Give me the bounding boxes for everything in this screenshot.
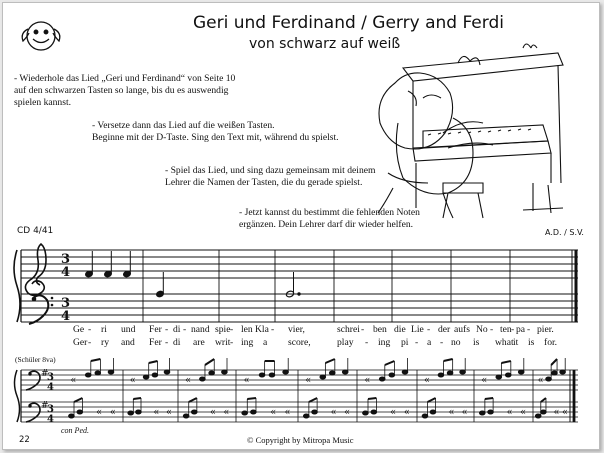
note-head: [85, 373, 91, 377]
lyric-syllable: di: [173, 337, 181, 348]
note-head: [438, 373, 444, 377]
note-head: [209, 371, 215, 375]
rest-symbol: «: [537, 375, 544, 386]
note-head: [283, 370, 289, 374]
rest-symbol: «: [209, 407, 217, 418]
note-head: [402, 370, 408, 374]
lyric-syllable: for.: [544, 337, 558, 348]
note-beam: [444, 359, 453, 361]
rest-symbol: «: [390, 407, 397, 418]
note-head: [312, 410, 318, 414]
lyric-syllable: und: [121, 324, 136, 335]
note-beam: [501, 361, 510, 363]
lyric-syllable: -: [527, 324, 531, 335]
lyric-syllable: what: [495, 337, 514, 348]
lyric-syllable: -: [88, 337, 92, 348]
rest-symbol: «: [223, 407, 230, 418]
rest-symbol: «: [553, 407, 560, 418]
rest-symbol: «: [305, 375, 312, 386]
svg-text:3: 3: [47, 404, 54, 415]
note-beam: [541, 398, 546, 402]
svg-text:#: #: [41, 369, 49, 379]
note-head: [259, 373, 265, 377]
lyric-syllable: writ: [215, 337, 231, 348]
lyric-syllable: -: [165, 324, 169, 335]
instruction-line: ergänzen. Dein Lehrer darf dir wieder helfen.: [239, 219, 414, 230]
note-head: [269, 373, 275, 377]
rest-symbol: «: [461, 407, 468, 418]
note-head: [389, 373, 395, 377]
rest-symbol: «: [184, 375, 192, 386]
svg-text:3: 3: [61, 296, 71, 311]
note-beam: [485, 398, 493, 399]
instruction-1: [14, 73, 235, 109]
lyric-syllable: ing: [378, 337, 391, 348]
lyric-syllable: are: [193, 337, 205, 348]
note-head: [222, 370, 228, 374]
note-beam: [428, 398, 436, 402]
rest-symbol: «: [423, 375, 430, 386]
lyric-syllable: ten: [500, 324, 512, 335]
note-head: [479, 411, 485, 415]
lyric-syllable: a: [263, 337, 268, 348]
rest-symbol: «: [165, 407, 173, 418]
note-head: [143, 375, 149, 379]
note-head: [430, 410, 436, 414]
lyric-syllable: -: [165, 337, 169, 348]
note-head: [200, 377, 206, 381]
note-beam: [91, 359, 101, 361]
rest-symbol: «: [243, 375, 250, 386]
lyric-syllable: -: [361, 324, 365, 335]
track-label: CD 4/41: [17, 226, 54, 236]
page-subtitle: von schwarz auf weiß: [249, 36, 401, 52]
lyric-syllable: der: [438, 324, 451, 335]
note-head: [541, 410, 547, 414]
lyric-syllable: -: [440, 337, 444, 348]
pedal-marking: con Ped.: [61, 426, 89, 435]
svg-text:#: #: [41, 401, 49, 411]
page-number: 22: [19, 435, 30, 445]
note-head: [128, 411, 134, 415]
rest-symbol: «: [403, 407, 410, 418]
lyric-syllable: it: [513, 337, 519, 348]
instruction-line: - Spiel das Lied, und sing dazu gemeinsam mit deinem: [165, 165, 376, 176]
rest-symbol: «: [481, 375, 488, 386]
note-head: [164, 370, 170, 374]
instruction-line: - Versetze dann das Lied auf die weißen Tasten.: [92, 120, 275, 131]
note-head: [342, 370, 348, 374]
copyright-notice: © Copyright by Mitropa Music: [247, 435, 354, 445]
lyric-syllable: schrei: [337, 324, 360, 335]
instruction-3: [165, 165, 376, 189]
lyric-syllable: is: [528, 337, 535, 348]
rest-symbol: «: [448, 407, 455, 418]
lyric-syllable: -: [511, 324, 515, 335]
lyric-syllable: ry: [101, 337, 109, 348]
note-head: [329, 371, 335, 375]
rest-symbol: «: [284, 407, 291, 418]
piano-player-illustration: [378, 44, 563, 218]
lyric-syllable: No: [476, 324, 488, 335]
instruction-line: spielen kannst.: [14, 97, 72, 108]
rest-symbol: «: [561, 407, 568, 418]
instruction-line: auf den schwarzen Tasten so lange, bis du es auswendig: [14, 85, 229, 96]
note-head: [242, 411, 248, 415]
note-beam: [309, 398, 317, 402]
note-head: [535, 414, 541, 418]
smiley-face-icon: [22, 22, 60, 50]
svg-text:4: 4: [47, 414, 54, 425]
note-head: [95, 371, 101, 375]
lyric-syllable: nand: [191, 324, 210, 335]
note-head: [251, 410, 257, 414]
note-beam: [189, 398, 197, 402]
rest-symbol: «: [153, 407, 160, 418]
note-beam: [205, 359, 214, 365]
songbook-page: [2, 2, 600, 450]
melody-system: [14, 244, 578, 324]
melody-notes: [85, 251, 301, 298]
rest-symbol: «: [109, 407, 116, 418]
lyric-syllable: a: [427, 337, 432, 348]
svg-text:3: 3: [47, 372, 54, 383]
note-head: [303, 414, 309, 418]
note-head: [560, 370, 566, 374]
note-beam: [385, 361, 395, 365]
rest-symbol: «: [96, 407, 103, 418]
lyric-syllable: pa: [516, 324, 526, 335]
lyric-syllable: -: [230, 324, 234, 335]
instruction-4: [239, 207, 420, 231]
lyric-syllable: is: [473, 337, 480, 348]
lyric-syllable: Fer: [149, 324, 162, 335]
note-head: [505, 373, 511, 377]
note-head: [371, 410, 377, 414]
lyric-syllable: pier.: [537, 324, 554, 335]
rest-symbol: «: [520, 407, 527, 418]
note-head: [496, 375, 502, 379]
note-head: [379, 377, 385, 381]
arranger-credit: A.D. / S.V.: [545, 228, 584, 237]
page-title: Geri und Ferdinand / Gerry and Ferdi: [193, 13, 504, 33]
svg-text:4: 4: [47, 382, 54, 393]
note-beam: [149, 361, 158, 363]
lyric-syllable: Ger: [73, 337, 88, 348]
accompaniment-notes: [69, 358, 568, 418]
lyric-syllable: -: [365, 337, 369, 348]
instruction-line: - Wiederhole das Lied „Geri und Ferdinand“ von Seite 10: [14, 73, 236, 84]
lyric-syllable: di: [173, 324, 181, 335]
lyric-syllable: Fer: [149, 337, 162, 348]
instruction-line: Lehrer die Namen der Tasten, die du gerade spielst.: [165, 177, 363, 188]
instruction-line: Beginne mit der D-Taste. Sing den Text mit, während du spielst.: [92, 132, 339, 143]
note-beam: [325, 359, 334, 363]
note-head: [546, 377, 552, 381]
note-beam: [74, 398, 82, 402]
note-beam: [368, 398, 376, 399]
instruction-line: - Jetzt kannst du bestimmt die fehlenden Noten: [239, 207, 420, 218]
rest-symbol: «: [344, 407, 351, 418]
note-head: [363, 411, 369, 415]
note-head: [77, 410, 83, 414]
note-head: [552, 371, 558, 375]
note-head: [69, 414, 75, 418]
lyric-syllable: Lie: [411, 324, 424, 335]
note-head: [108, 370, 114, 374]
note-head: [320, 375, 326, 379]
rest-symbol: «: [270, 407, 277, 418]
note-head: [488, 410, 494, 414]
lyric-syllable: -: [415, 337, 419, 348]
lyric-syllable: -: [183, 324, 187, 335]
lyric-syllable: no: [451, 337, 461, 348]
lyric-syllable: ben: [373, 324, 387, 335]
lyric-syllable: vier,: [288, 324, 305, 335]
lyric-syllable: die: [394, 324, 406, 335]
lyric-syllable: ing: [241, 337, 254, 348]
svg-text:4: 4: [61, 265, 71, 280]
note-head: [447, 371, 453, 375]
note-head: [136, 410, 142, 414]
svg-text:3: 3: [61, 252, 71, 267]
note-head: [183, 414, 189, 418]
note-head: [422, 414, 428, 418]
lyric-syllable: -: [490, 324, 494, 335]
lyric-syllable: Kla: [255, 324, 269, 335]
note-head: [460, 370, 466, 374]
rest-symbol: «: [330, 407, 337, 418]
note-head: [152, 373, 158, 377]
lyric-syllable: aufs: [454, 324, 470, 335]
rest-symbol: «: [364, 375, 371, 386]
note-beam: [247, 398, 256, 399]
lyric-syllable: -: [427, 324, 431, 335]
accompaniment-label: (Schüler 8va): [15, 355, 56, 364]
lyric-syllable: ri: [101, 324, 107, 335]
rest-symbol: «: [129, 375, 136, 386]
note-beam: [133, 398, 141, 399]
note-head: [191, 410, 197, 414]
rest-symbol: «: [70, 375, 77, 386]
lyric-syllable: Ge: [73, 324, 85, 335]
lyric-syllable: pi: [401, 337, 409, 348]
lyric-syllable: len: [241, 324, 253, 335]
svg-text:4: 4: [61, 309, 71, 324]
lyric-syllable: -: [88, 324, 92, 335]
lyric-syllable: score,: [288, 337, 311, 348]
rest-symbol: «: [506, 407, 513, 418]
lyric-syllable: and: [121, 337, 135, 348]
note-beam: [551, 359, 557, 365]
instruction-2: [92, 120, 339, 144]
lyric-syllable: -: [271, 324, 275, 335]
lyric-syllable: -: [230, 337, 234, 348]
lyric-syllable: play: [337, 337, 354, 348]
note-head: [518, 370, 524, 374]
lyric-syllable: spie: [215, 324, 231, 335]
